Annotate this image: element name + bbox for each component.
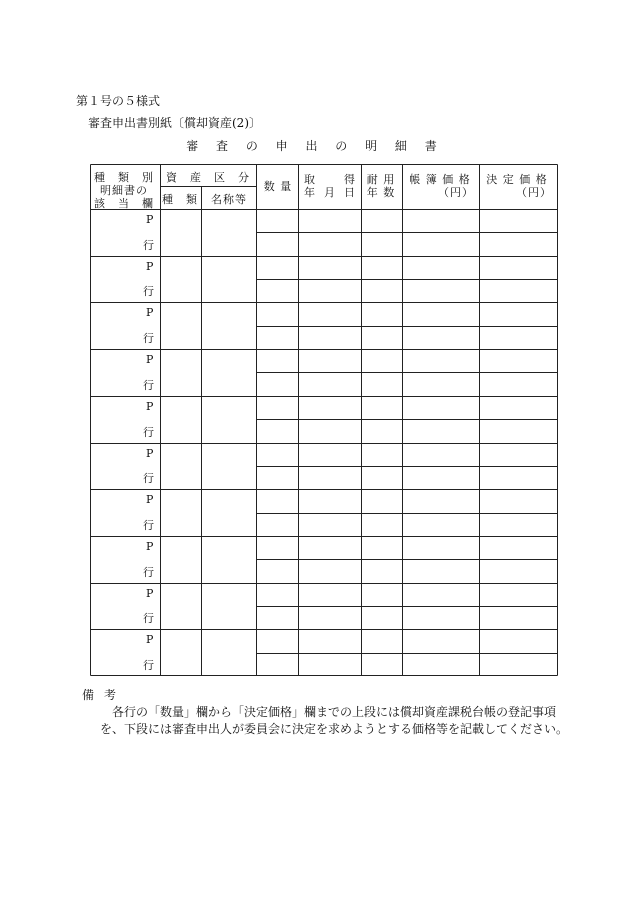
header-decided-value-line-1: 決 定 価 格 [486,173,548,186]
header-category-line-3: 該 当 欄 [94,197,154,210]
document-subtitle: 審査申出書別紙〔償却資産(2)〕 [88,116,261,130]
page-marker: P [146,259,154,273]
header-acquired-year: 年 [304,186,315,199]
page-marker: P [146,539,154,553]
header-useful-life-line-2: 年 数 [366,186,396,199]
header-acquired-char-2: 得 [344,173,355,186]
line-marker: 行 [143,285,154,299]
line-marker: 行 [143,472,154,486]
line-marker: 行 [143,565,154,579]
header-book-value-unit: （円） [438,186,474,199]
page-marker: P [146,213,154,226]
header-useful-life-line-1: 耐 用 [366,173,396,186]
form-number: 第１号の５様式 [76,94,161,108]
header-decided-value [482,173,552,199]
header-acquired-line-2 [304,186,355,199]
page-marker: P [146,586,154,600]
page-marker: P [146,633,154,647]
page-marker: P [146,306,154,320]
header-acquired-char-1: 取 [304,173,315,186]
header-category-line-1: 種 類 別 [94,171,154,184]
line-marker: 行 [143,518,154,532]
page-marker: P [146,493,154,507]
header-category [92,171,156,210]
line-marker: 行 [143,332,154,346]
line-marker: 行 [143,378,154,392]
header-acquired-day: 日 [344,186,355,199]
remarks-heading: 備考 [82,688,127,702]
header-asset-class: 資 産 区 分 [166,171,250,184]
page-marker: P [146,399,154,413]
document-title: 審 査 の 申 出 の 明 細 書 [186,139,444,153]
line-marker: 行 [143,238,154,252]
table-grid-lines [90,164,558,676]
header-decided-value-unit: （円） [516,186,552,199]
header-acquired-line-1 [304,173,355,186]
header-acquired-month: 月 [324,186,335,199]
remarks-line-1: 各行の「数量」欄から「決定価格」欄までの上段には償却資産課税台帳の登記事項 [112,705,557,719]
header-quantity: 数 量 [263,180,293,193]
line-marker: 行 [143,425,154,439]
header-asset-type: 種 類 [162,193,198,206]
statement-table [90,164,558,676]
line-marker: 行 [143,612,154,626]
header-book-value-line-1: 帳 簿 価 格 [409,173,471,186]
remarks-line-2: を、下段には審査申出人が委員会に決定を求めようとする価格等を記載してください。 [100,722,569,736]
page-marker: P [146,353,154,367]
header-book-value [406,173,474,199]
line-marker: 行 [143,659,154,672]
page-marker: P [146,446,154,460]
header-category-line-2: 明細書の [100,184,148,197]
header-asset-name: 名称等 [211,193,247,206]
header-useful-life [362,173,400,199]
